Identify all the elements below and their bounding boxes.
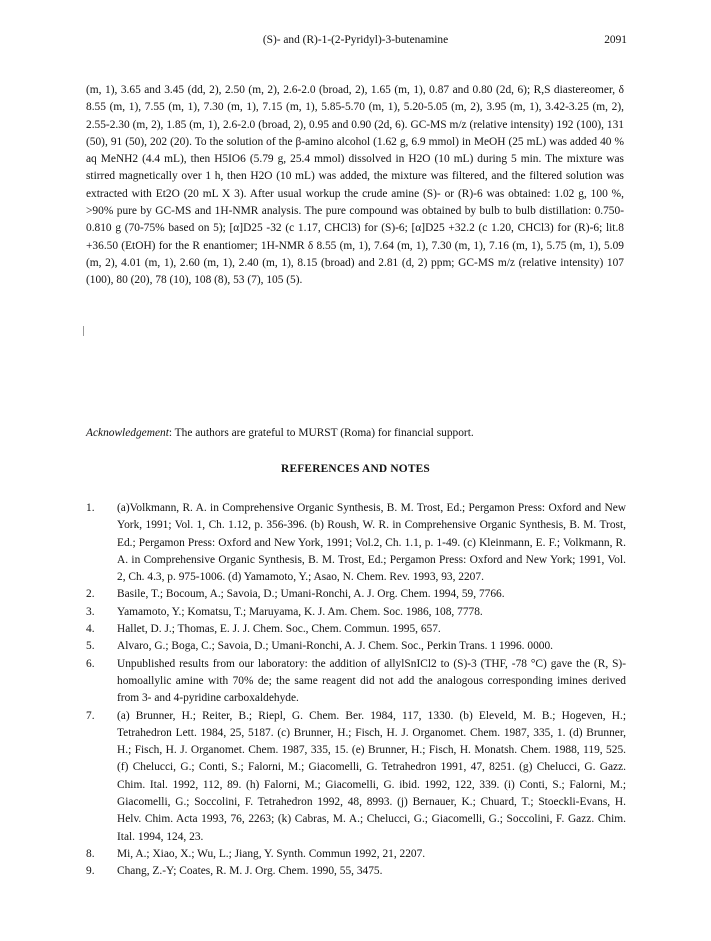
reference-text: Unpublished results from our laboratory: the addition of allylSnICl2 to (S)-3 (THF, -78 °C) gave the (R, S)-homoallylic amine with 70% de; the same reagent did not add the analogous corresponding imines derived from 3- and 4-pyridine carboxaldehyde.: [117, 657, 626, 705]
reference-text: (a) Brunner, H.; Reiter, B.; Riepl, G. Chem. Ber. 1984, 117, 1330. (b) Eleveld, M. B.; Hogeven, H.; Tetrahedron Lett. 1984, 25, 5187. (c) Brunner, H.; Fisch, H. J. Organomet. Chem. 1987, 335, 1. (d) Brunner, H.; Fisch, H. J. Organomet. Chem. 1987, 335, 15. (e) Brunner, H.; Fisch, H. Monatsh. Chem. 1988, 119, 525. (f) Chelucci, G.; Conti, S.; Falorni, M.; Giacomelli, G. Tetrahedron 1991, 47, 8251. (g) Chelucci, G. Gazz. Chim. Ital. 1992, 112, 89. (h) Falorni, M.; Giacomelli, G. ibid. 1992, 122, 339. (i) Conti, S.; Falorni, M.; Giacomelli, G.; Soccolini, F. Tetrahedron 1992, 48, 8993. (j) Bernauer, K.; Chuard, T.; Stoeckli-Evans, H. Helv. Chim. Acta 1993, 76, 2263; (k) Cabras, M. A.; Chelucci, G.; Giacomelli, G.; Soccolini, F. Gazz. Chim. Ital. 1994, 124, 23.: [117, 709, 626, 843]
acknowledgement-label: Acknowledgement: [86, 427, 169, 439]
reference-item: [86, 604, 626, 621]
reference-item: [86, 863, 626, 880]
reference-number: 2.: [86, 588, 95, 601]
reference-number: 9.: [86, 865, 95, 878]
reference-text: Hallet, D. J.; Thomas, E. J. J. Chem. Soc., Chem. Commun. 1995, 657.: [117, 623, 441, 636]
acknowledgement: [86, 425, 624, 442]
reference-number: 4.: [86, 623, 95, 636]
reference-item: [86, 586, 626, 603]
references-list: [86, 500, 626, 881]
reference-item: [86, 638, 626, 655]
reference-text: Chang, Z.-Y; Coates, R. M. J. Org. Chem. 1990, 55, 3475.: [117, 865, 383, 878]
margin-mark: [83, 326, 84, 336]
reference-item: [86, 500, 626, 586]
reference-item: [86, 708, 626, 846]
reference-number: 3.: [86, 605, 95, 618]
reference-text: Yamamoto, Y.; Komatsu, T.; Maruyama, K. J. Am. Chem. Soc. 1986, 108, 7778.: [117, 605, 483, 618]
acknowledgement-text: : The authors are grateful to MURST (Roma) for financial support.: [168, 427, 474, 439]
references-heading: REFERENCES AND NOTES: [281, 463, 430, 475]
reference-item: [86, 621, 626, 638]
reference-text: Mi, A.; Xiao, X.; Wu, L.; Jiang, Y. Synth. Commun 1992, 21, 2207.: [117, 847, 426, 860]
reference-number: 5.: [86, 640, 95, 653]
reference-number: 6.: [86, 657, 95, 670]
reference-text: Alvaro, G.; Boga, C.; Savoia, D.; Umani-Ronchi, A. J. Chem. Soc., Perkin Trans. 1 1996. 0000.: [117, 640, 553, 653]
reference-text: (a)Volkmann, R. A. in Comprehensive Organic Synthesis, B. M. Trost, Ed.; Pergamon Press: Oxford and New York, 1991; Vol. 1, Ch. 1.12, p. 356-396. (b) Roush, W. R. in Comprehensive Organic Synthesis, B. M. Trost, Ed.; Pergamon Press: Oxford and New York, 1991; Vol.2, Ch. 1.1, p. 1-49. (c) Kleinmann, E. F.; Volkmann, R. A. in Comprehensive Organic Synthesis, B. M. Trost, Ed.; Pergamon Press: Oxford and New York; 1991, Vol. 2, Ch. 4.3, p. 975-1006. (d) Yamamoto, Y.; Asao, N. Chem. Rev. 1993, 93, 2207.: [117, 502, 626, 584]
running-header: [0, 34, 711, 50]
running-title: (S)- and (R)-1-(2-Pyridyl)-3-butenamine: [262, 34, 449, 46]
reference-text: Basile, T.; Bocoum, A.; Savoia, D.; Umani-Ronchi, A. J. Org. Chem. 1994, 59, 7766.: [117, 588, 505, 601]
reference-item: [86, 656, 626, 708]
reference-number: 7.: [86, 709, 95, 722]
reference-item: [86, 846, 626, 863]
reference-number: 8.: [86, 847, 95, 860]
experimental-paragraph: (m, 1), 3.65 and 3.45 (dd, 2), 2.50 (m, 2), 2.6-2.0 (broad, 2), 1.65 (m, 1), 0.87 and 0.80 (2d, 6); R,S diastereomer, δ 8.55 (m, 1), 7.55 (m, 1), 7.30 (m, 1), 7.15 (m, 1), 5.85-5.70 (m, 1), 5.20-5.05 (m, 2), 3.95 (m, 1), 3.42-3.25 (m, 2), 2.55-2.30 (m, 2), 1.85 (m, 1), 2.6-2.0 (broad, 2), 0.95 and 0.90 (2d, 6). GC-MS m/z (relative intensity) 192 (100), 131 (50), 91 (50), 202 (20). To the solution of the β-amino alcohol (1.62 g, 6.9 mmol) in MeOH (25 mL) was added 40 % aq MeNH2 (4.4 mL), then H5IO6 (5.79 g, 25.4 mmol) dissolved in H2O (10 mL) during 5 min. The mixture was stirred magnetically over 1 h, then H2O (10 mL) was added, the mixture was filtered, and the filtered solution was extracted with Et2O (20 mL X 3). After usual workup the crude amine (S)- or (R)-6 was obtained: 1.02 g, 100 %, >90% pure by GC-MS and 1H-NMR analysis. The pure compound was obtained by bulb to bulb distillation: 0.750-0.810 g (70-75% based on 5); [α]D25 -32 (c 1.17, CHCl3) for (S)-6; [α]D25 +32.2 (c 1.20, CHCl3) for (R)-6; lit.8 +36.50 (EtOH) for the R enantiomer; 1H-NMR δ 8.55 (m, 1), 7.64 (m, 1), 7.30 (m, 1), 7.16 (m, 1), 5.75 (m, 1), 5.09 (m, 2), 4.01 (m, 1), 2.60 (m, 1), 2.40 (m, 1), 8.15 (broad) and 2.81 (d, 2) ppm; GC-MS m/z (relative intensity) 107 (100), 80 (20), 78 (10), 108 (8), 53 (7), 105 (5).: [86, 84, 624, 287]
reference-number: 1.: [86, 502, 95, 514]
page-number: 2091: [604, 34, 627, 46]
